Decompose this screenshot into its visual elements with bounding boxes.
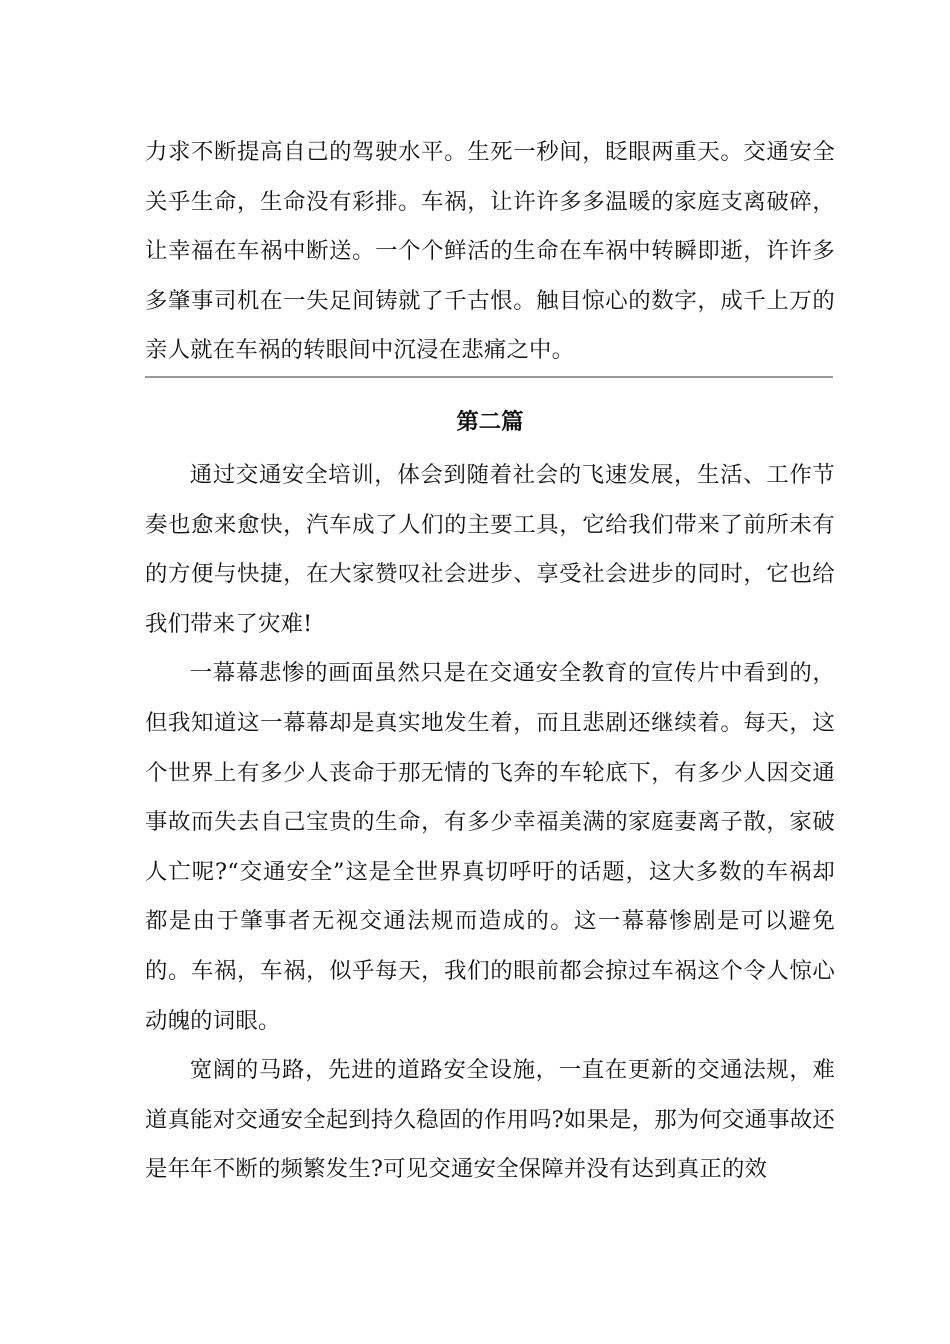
body-paragraph: 一幕幕悲惨的画面虽然只是在交通安全教育的宣传片中看到的，但我知道这一幕幕却是真实地发生着，而且悲剧还继续着。每天，这个世界上有多少人丧命于那无情的飞奔的车轮底下，有多少人因交通事故而失去自己宝贵的生命，有多少幸福美满的家庭妻离子散，家破人亡呢?“交通安全”这是全世界真切呼吁的话题，这大多数的车祸却都是由于肇事者无视交通法规而造成的。这一幕幕惨剧是可以避免的。车祸，车祸，似乎每天，我们的眼前都会掠过车祸这个令人惊心动魄的词眼。	[145, 660, 835, 1034]
body-paragraph: 通过交通安全培训，体会到随着社会的飞速发展，生活、工作节奏也愈来愈快，汽车成了人们的主要工具，它给我们带来了前所未有的方便与快捷，在大家赞叹社会进步、享受社会进步的同时，它也给我们带来了灾难!	[145, 461, 835, 637]
continuation-paragraph: 力求不断提高自己的驾驶水平。生死一秒间，眨眼两重天。交通安全关乎生命，生命没有彩排。车祸，让许许多多温暖的家庭支离破碎，让幸福在车祸中断送。一个个鲜活的生命在车祸中转瞬即逝，许许多多肇事司机在一失足间铸就了千古恨。触目惊心的数字，成千上万的亲人就在车祸的转眼间中沉浸在悲痛之中。	[145, 139, 835, 364]
section-title: 第二篇	[456, 408, 524, 435]
body-paragraph: 宽阔的马路，先进的道路安全设施，一直在更新的交通法规，难道真能对交通安全起到持久稳固的作用吗?如果是，那为何交通事故还是年年不断的频繁发生?可见交通安全保障并没有达到真正的效	[145, 1057, 835, 1183]
section-divider	[145, 376, 833, 378]
document-page	[145, 128, 835, 1195]
